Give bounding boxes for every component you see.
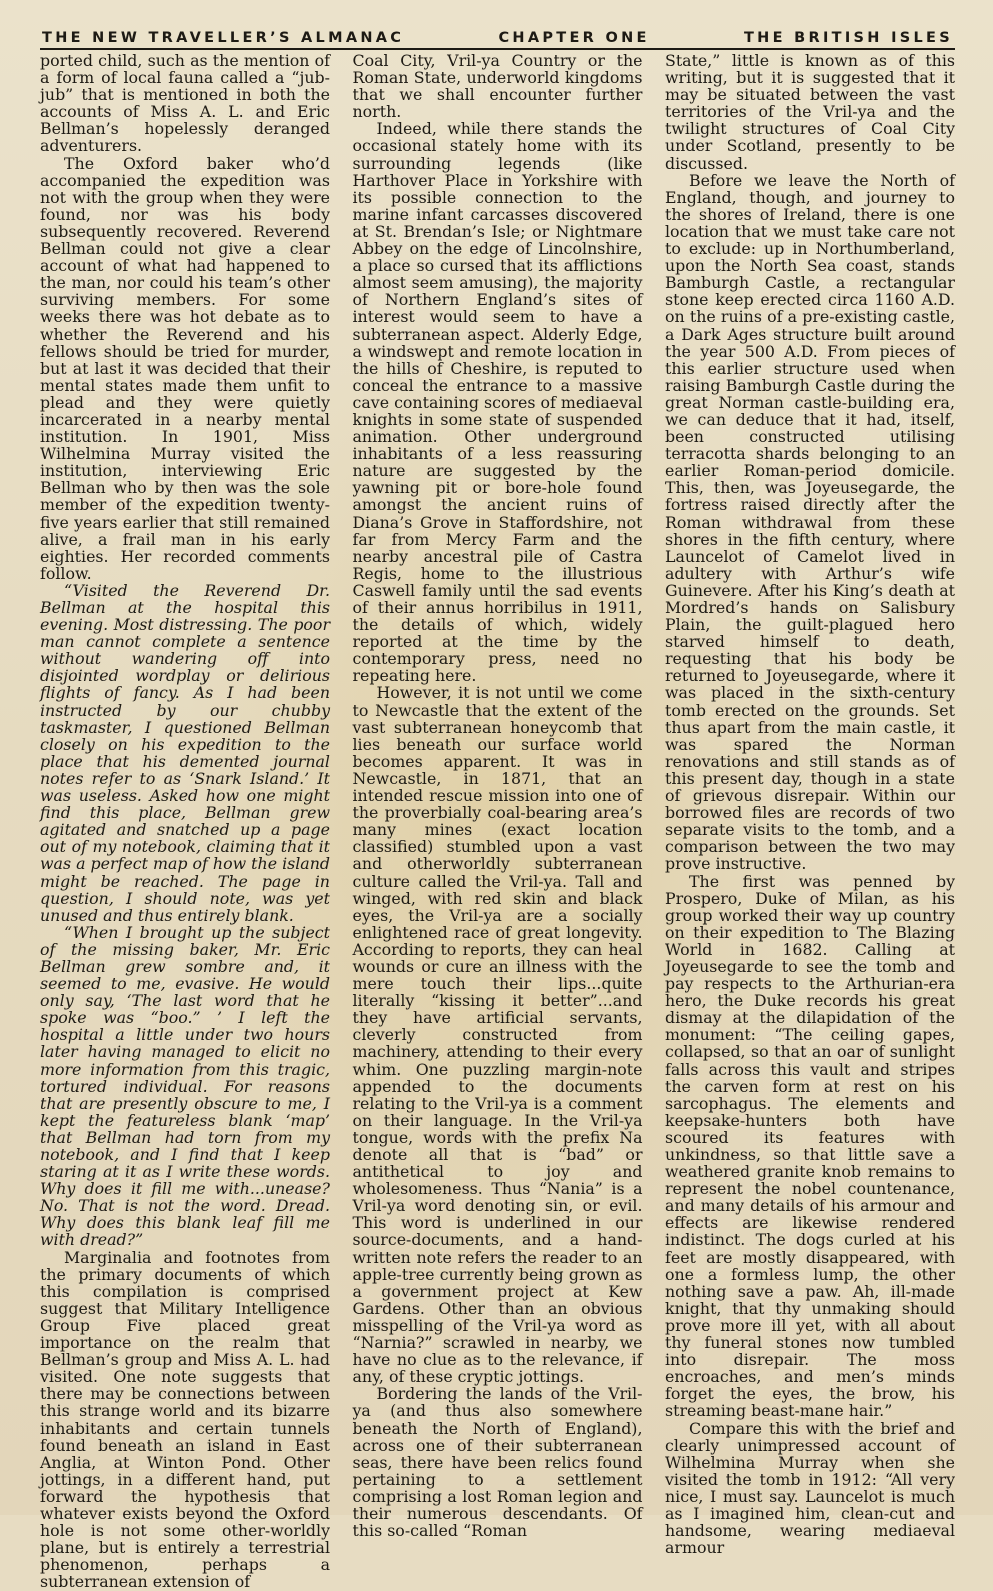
paragraph: Coal City, Vril-ya Country or the Roman State, underworld kingdoms that we shall encounter further north. [352, 51, 643, 122]
column-1 [40, 52, 330, 1590]
quote-paragraph: “Visited the Reverend Dr. Bellman at the hospital this evening. Most distressing. The poor man cannot complete a sentence without wandering off into disjointed wordplay or delirious flights of fancy. As I had been instructed by our chubby taskmaster, I questioned Bellman closely on his expedition to the place that his demented journal notes refer to as ‘Snark Island.’ It was useless. Asked how one might find this place, Bellman grew agitated and snatched up a page out of my notebook, claiming that it was a perfect map of how the island might be reached. The page in question, I should note, was yet unused and thus entirely blank. [40, 580, 330, 925]
header-book-title: THE NEW TRAVELLER’S ALMANAC [42, 30, 405, 46]
column-3 [665, 52, 955, 1590]
column-2 [353, 52, 643, 1590]
paragraph: Before we leave the North of England, though, and journey to the shores of Ireland, there is one location that we must take care not to exclude: up in Northumberland, upon the North Sea coast, stands Bamburgh Castle, a rectangular stone keep erected circa 1160 A.D. on the ruins of a pre-existing castle, a Dark Ages structure built around the year 500 A.D. From pieces of this earlier structure used when raising Bamburgh Castle during the great Norman castle-building era, we can deduce that it had, itself, been constructed utilising terracotta shards belonging to an earlier Roman-period domicile. This, then, was Joyeusegarde, the fortress raised directly after the Roman withdrawal from these shores in the fifth century, where Launcelot of Camelot lived in adultery with Arthur’s wife Guinevere. After his King’s death at Mordred’s hands on Salisbury Plain, the guilt-plagued hero starved himself to death, requesting that his body be returned to Joyeusegarde, where it was placed in the sixth-century tomb erected on the grounds. Set thus apart from the main castle, it was spared the Norman renovations and still stands as of this present day, though in a state of grievous disrepair. Within our borrowed files are records of two separate visits to the tomb, and a comparison between the two may prove instructive. [665, 170, 955, 874]
paragraph: Marginalia and footnotes from the primary documents of which this compilation is comprised suggest that Military Intelligence Group Five placed great importance on the realm that Bellman’s group and Miss A. L. had visited. One note suggests that there may be connections between this strange world and its bizarre inhabitants and certain tunnels found beneath an island in East Anglia, at Winton Pond. Other jottings, in a different hand, put forward the hypothesis that whatever exists beyond the Oxford hole is not some other-worldly plane, but is entirely a terrestrial phenomenon, perhaps a subterranean extension of [40, 1247, 330, 1591]
header-chapter: CHAPTER ONE [498, 30, 650, 46]
paragraph: However, it is not until we come to Newcastle that the extent of the vast subterranean honeycomb that lies beneath our surface world becomes apparent. It was in Newcastle, in 1871, that an intended rescue mission into one of the proverbially coal-bearing area’s many mines (exact location classified) stumbled upon a vast and otherworldly subterranean culture called the Vril-ya. Tall and winged, with red skin and black eyes, the Vril-ya are a socially enlightened race of great longevity. According to reports, they can heal wounds or cure an illness with the mere touch their lips...quite literally “kissing it better”...and they have artificial servants, cleverly constructed from machinery, attending to their every whim. One puzzling margin-note appended to the documents relating to the Vril-ya is a comment on their language. In the Vril-ya tongue, words with the prefix Na denote all that is “bad” or antithetical to joy and wholesomeness. Thus “Nania” is a Vril-ya word denoting sin, or evil. This word is underlined in our source-documents, and a hand-written note refers the reader to an apple-tree currently being grown as a government project at Kew Gardens. Other than an obvious misspelling of the Vril-ya word as “Narnia?” scrawled in nearby, we have no clue as to the relevance, if any, of these cryptic jottings. [352, 683, 643, 1387]
paragraph: Indeed, while there stands the occasional stately home with its surrounding legends (like Harthover Place in Yorkshire with its possible connection to the marine infant carcasses discovered at St. Brendan’s Isle; or Nightmare Abbey on the edge of Lincolnshire, a place so cursed that its afflictions almost seem amusing), the majority of Northern England’s sites of interest would seem to have a subterranean aspect. Alderly Edge, a windswept and remote location in the hills of Cheshire, is reputed to conceal the entrance to a massive cave containing scores of mediaeval knights in some state of suspended animation. Other underground inhabitants of a less reassuring nature are suggested by the yawning pit or bore-hole found amongst the ancient ruins of Diana’s Grove in Staffordshire, not far from Mercy Farm and the nearby ancestral pile of Castra Regis, home to the illustrious Caswell family until the sad events of their annus horribilus in 1911, the details of which, widely reported at the time by the contemporary press, need no repeating here. [352, 119, 643, 686]
paragraph: Compare this with the brief and clearly unimpressed account of Wilhelmina Murray when she visited the tomb in 1912: “All very nice, I must say. Launcelot is much as I imagined him, clean-cut and handsome, wearing mediaeval armour [665, 1418, 955, 1558]
header-section: THE BRITISH ISLES [743, 30, 953, 46]
paragraph: ported child, such as the mention of a form of local fauna called a “jub-jub” that is mentioned in both the accounts of Miss A. L. and Eric Bellman’s hopelessly deranged adventurers. [40, 51, 330, 156]
running-header [40, 26, 955, 50]
paragraph: State,” little is known as of this writing, but it is suggested that it may be situated between the vast territories of the Vril-ya and the twilight structures of Coal City under Scotland, presently to be discussed. [665, 51, 955, 173]
paragraph: Bordering the lands of the Vril-ya (and thus also somewhere beneath the North of England), across one of their subterranean seas, there have been relics found pertaining to a settlement comprising a lost Roman legion and their numerous descendants. Of this so-called “Roman [352, 1384, 643, 1541]
text-columns [40, 52, 955, 1590]
paragraph: The Oxford baker who’d accompanied the expedition was not with the group when they were found, nor was his body subsequently recovered. Reverend Bellman could not give a clear account of what had happened to the man, nor could his team’s other surviving members. For some weeks there was hot debate as to whether the Reverend and his fellows should be tried for murder, but at last it was decided that their mental states made them unfit to plead and they were quietly incarcerated in a nearby mental institution. In 1901, Miss Wilhelmina Murray visited the institution, interviewing Eric Bellman who by then was the sole member of the expedition twenty-five years earlier that still remained alive, a frail man in his early eighties. Her recorded comments follow. [40, 153, 330, 583]
quote-paragraph: “When I brought up the subject of the missing baker, Mr. Eric Bellman grew sombre and, it seemed to me, evasive. He would only say, ‘The last word that he spoke was “boo.” ’ I left the hospital a little under two hours later having managed to elicit no more information from this tragic, tortured individual. For reasons that are presently obscure to me, I kept the featureless blank ‘map’ that Bellman had torn from my notebook, and I find that I keep staring at it as I write these words. Why does it fill me with...unease? No. That is not the word. Dread. Why does this blank leaf fill me with dread?” [40, 922, 330, 1250]
paragraph: The first was penned by Prospero, Duke of Milan, as his group worked their way up country on their expedition to The Blazing World in 1682. Calling at Joyeusegarde to see the tomb and pay respects to the Arthurian-era hero, the Duke records his great dismay at the dilapidation of the monument: “The ceiling gapes, collapsed, so that an oar of sunlight falls across this vault and stripes the carven form at rest on his sarcophagus. The elements and keepsake-hunters both have scoured its features with unkindness, so that little save a weathered granite knob remains to represent the nobel countenance, and many details of his armour and effects are likewise rendered indistinct. The dogs curled at his feet are mostly disappeared, with one a formless lump, the other nothing save a paw. Ah, ill-made knight, that thy unmaking should prove more ill yet, with all about thy funeral stones now tumbled into disrepair. The moss encroaches, and men’s minds forget the eyes, the brow, his streaming beast-mane hair.” [665, 871, 955, 1421]
